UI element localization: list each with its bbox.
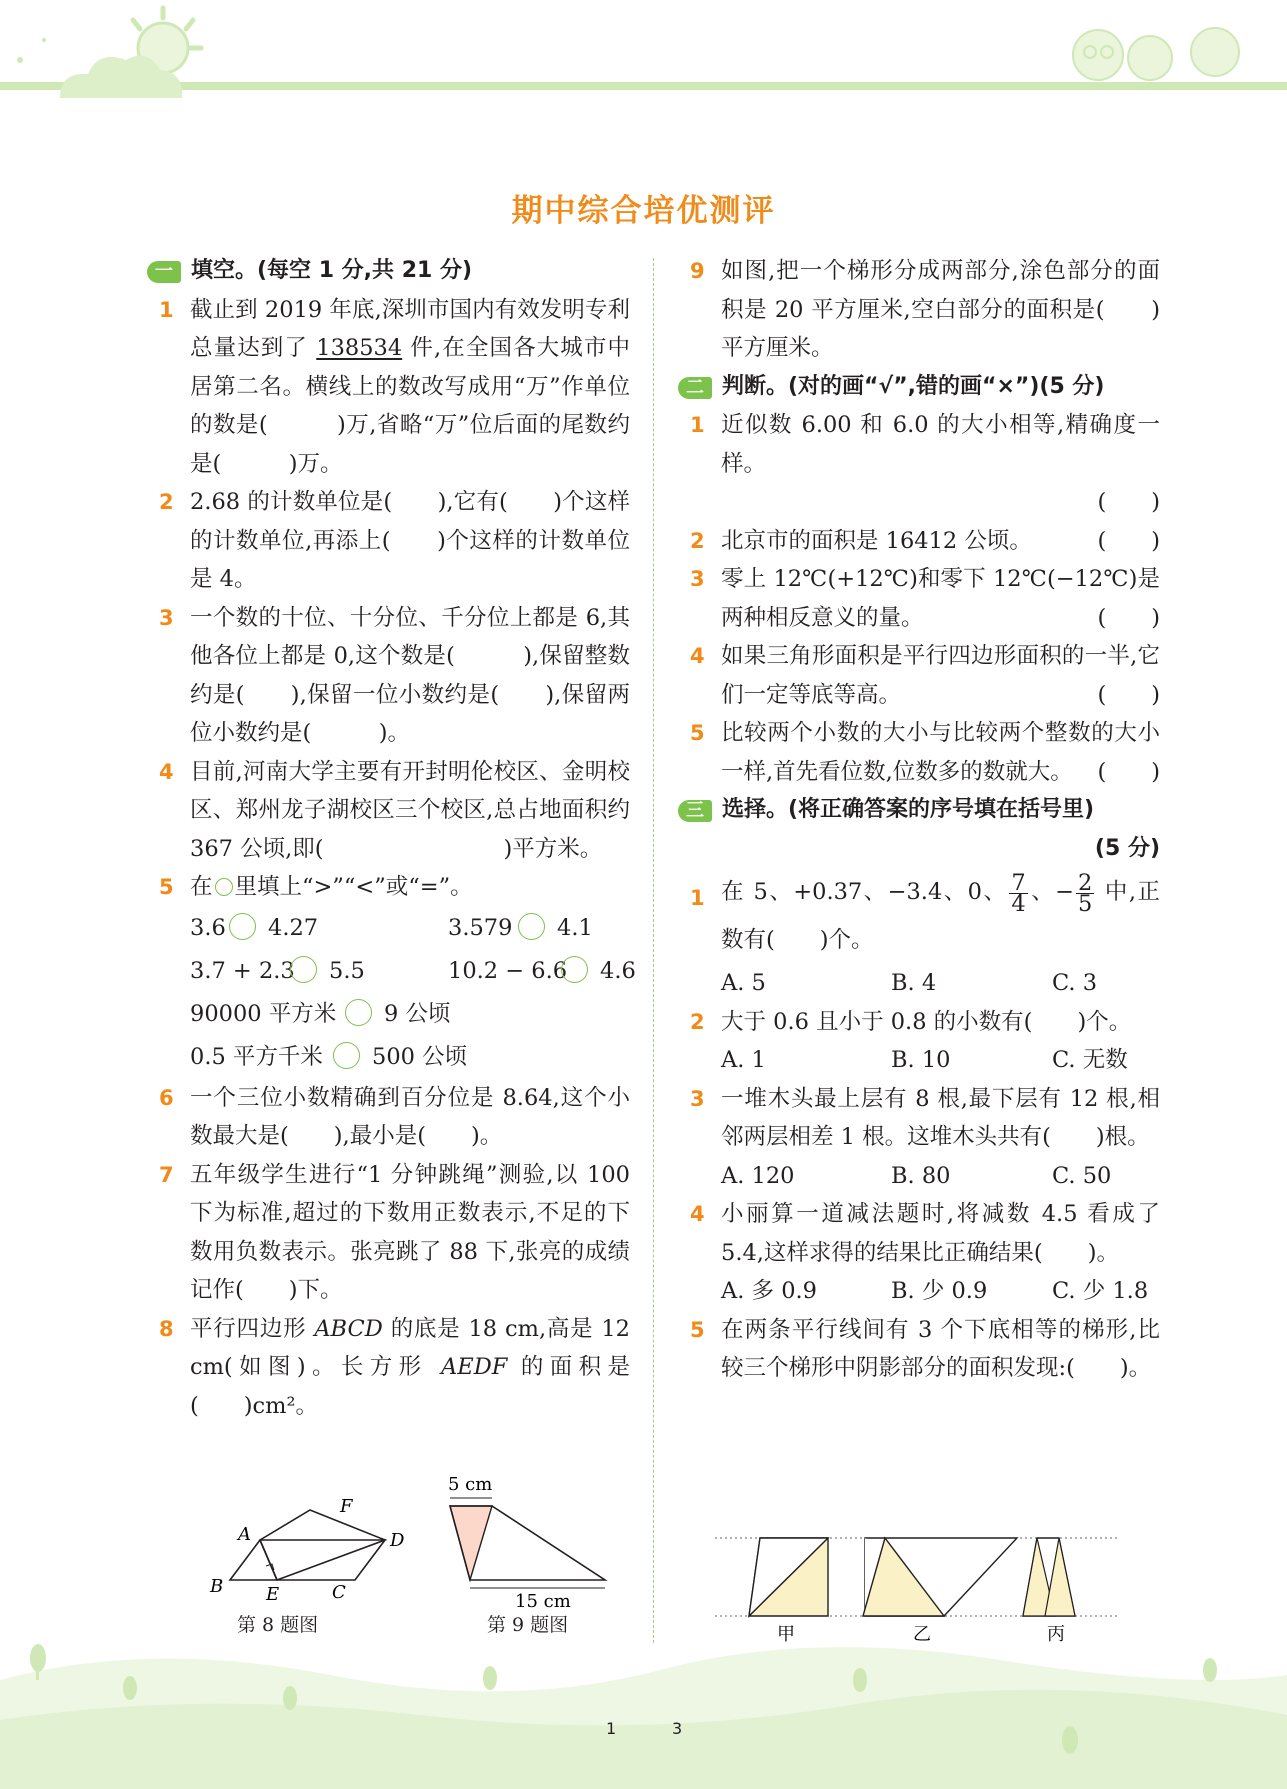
judge-1: 1 近似数 6.00 和 6.0 的大小相等,精确度一样。 ( ) [686,406,1160,522]
option-b[interactable]: B. 80 [891,1162,951,1189]
judge-4: 4 如果三角形面积是平行四边形面积的一半,它们一定等底等高。 ( ) [686,637,1160,714]
label-yi: 乙 [913,1624,931,1645]
section-fill-heading: 一 填空。(每空 1 分,共 21 分) [155,252,630,291]
circle-icon [215,878,233,896]
answer-paren[interactable]: ( ) [1097,489,1160,515]
answer-paren[interactable]: ( ) [1097,604,1160,631]
left-column [155,252,636,1425]
label-jia: 甲 [777,1624,795,1645]
page-number-left: 1 [606,1719,617,1738]
cartoon-animals-icon [1073,28,1239,80]
right-column [686,252,1160,1388]
question-7: 7 五年级学生进行“1 分钟跳绳”测验,以 100 下为标准,超过的下数用正数表示,不足的下数用负数表示。张亮跳了 88 下,张亮的成绩记作( )下。 [159,1161,630,1303]
compare-circle[interactable] [345,999,372,1026]
fraction: $\frac{7}{4}$ [1011,869,1026,917]
answer-paren[interactable]: ( ) [1097,758,1160,785]
label-B: B [210,1576,224,1597]
compare-circle[interactable] [518,913,545,940]
option-c[interactable]: C. 50 [1052,1162,1112,1189]
bottom-length-label: 15 cm [515,1591,571,1612]
question-6: 6 一个三位小数精确到百分位是 8.64,这个小数最大是( ),最小是( )。 [159,1084,630,1149]
column-divider [653,258,654,1643]
question-3: 3 一个数的十位、十分位、千分位上都是 6,其他各位上都是 0,这个数是( ),保留整数约是( ),保留一位小数约是( ),保留两位小数约是( )。 [159,604,630,746]
page-title: 期中综合培优测评 [511,193,776,229]
question-5: 5 在 里填上“>”“<”或“=”。 [159,874,473,900]
choice-3: 3 一堆木头最上层有 8 根,最下层有 12 根,相邻两层相差 1 根。这堆木头共有( )根。 [690,1085,1160,1150]
option-a[interactable]: A. 1 [721,1047,766,1073]
choice-4: 4 小丽算一道减法题时,将减数 4.5 看成了 5.4,这样求得的结果比正确结果( )。 [690,1201,1160,1266]
compare-circle[interactable] [290,956,317,983]
label-bing: 丙 [1047,1624,1065,1645]
option-a[interactable]: A. 5 [721,970,766,996]
choice-2-options [686,1041,1160,1080]
option-b[interactable]: B. 4 [891,970,937,996]
option-a[interactable]: A. 多 0.9 [721,1278,817,1304]
choice-4-options [686,1272,1160,1311]
footer-landscape-decoration [0,1620,1287,1789]
choice-1-options [686,964,1160,1003]
figure-9-trapezoid [430,1472,610,1612]
judge-2: 2 北京市的面积是 16412 公顷。 ( ) [686,522,1160,561]
label-F: F [340,1496,353,1517]
page-number-right: 3 [672,1719,683,1738]
label-E: E [266,1584,280,1605]
compare-grid: 3.6 4.27 3.579 4.1 3.7 + 2.3 5.5 10.2 − 6.6 4.6 90000 平方米 9 公顷 0.5 平方千米 500 公顷 [190,914,636,1070]
option-c[interactable]: C. 3 [1052,970,1098,996]
question-1: 1 截止到 2019 年底,深圳市国内有效发明专利总量达到了 138534 件,在全国各大城市中居第二名。横线上的数改写成用“万”作单位的数是( )万,省略“万”位后面的尾数约是( )万。 [159,296,630,477]
label-C: C [332,1582,346,1603]
section-judge-heading: 二 判断。(对的画“√”,错的画“×”)(5 分) [686,368,1160,407]
option-c[interactable]: C. 少 1.8 [1052,1278,1149,1304]
choice-2: 2 大于 0.6 且小于 0.8 的小数有( )个。 [690,1008,1132,1035]
answer-paren[interactable]: ( ) [1097,681,1160,708]
section-choice-score: (5 分) [1094,835,1160,861]
question-2: 2 2.68 的计数单位是( ),它有( )个这样的计数单位,再添上( )个这样的计数单位是 4。 [159,489,630,592]
compare-circle[interactable] [229,913,256,940]
choice-3-options [686,1157,1160,1196]
question-9: 9 如图,把一个梯形分成两部分,涂色部分的面积是 20 平方厘米,空白部分的面积是( )平方厘米。 [690,258,1160,361]
header-decoration [0,0,1287,120]
label-A: A [238,1524,251,1545]
top-length-label: 5 cm [448,1474,493,1495]
label-D: D [390,1530,405,1551]
fraction: $\frac{2}{5}$ [1078,869,1093,917]
judge-3: 3 零上 12℃(+12℃)和零下 12℃(−12℃)是两种相反意义的量。 ( ) [686,560,1160,637]
option-b[interactable]: B. 少 0.9 [891,1278,988,1304]
judge-5: 5 比较两个小数的大小与比较两个整数的大小一样,首先看位数,位数多的数就大。 ( ) [686,714,1160,791]
section-tag: 一 [147,261,181,283]
figure-8-caption: 第 8 题图 [237,1614,319,1636]
question-8: 8 平行四边形 ABCD 的底是 18 cm,高是 12 cm(如图)。长方形 AEDF 的面积是( )cm²。 [159,1315,630,1419]
compare-circle[interactable] [561,956,588,983]
compare-circle[interactable] [333,1042,360,1069]
option-a[interactable]: A. 120 [721,1162,795,1189]
figure-9-caption: 第 9 题图 [487,1614,569,1636]
answer-paren[interactable]: ( ) [1097,527,1160,554]
section-choice-heading: 三 选择。(将正确答案的序号填在括号里) [686,791,1160,830]
figure-8-parallelogram [200,1470,405,1605]
choice-5: 5 在两条平行线间有 3 个下底相等的梯形,比较三个梯形中阴影部分的面积发现:( )。 [690,1316,1160,1381]
option-b[interactable]: B. 10 [891,1047,951,1073]
option-c[interactable]: C. 无数 [1052,1047,1128,1073]
question-4: 4 目前,河南大学主要有开封明伦校区、金明校区、郑州龙子湖校区三个校区,总占地面积约 367 公顷,即( )平方米。 [159,758,630,862]
choice-1: 1 在 5、+0.37、−3.4、0、 $\frac{7}{4}$ 、− $\frac{2}{5}$ 中,正数有( )个。 [690,869,1160,953]
